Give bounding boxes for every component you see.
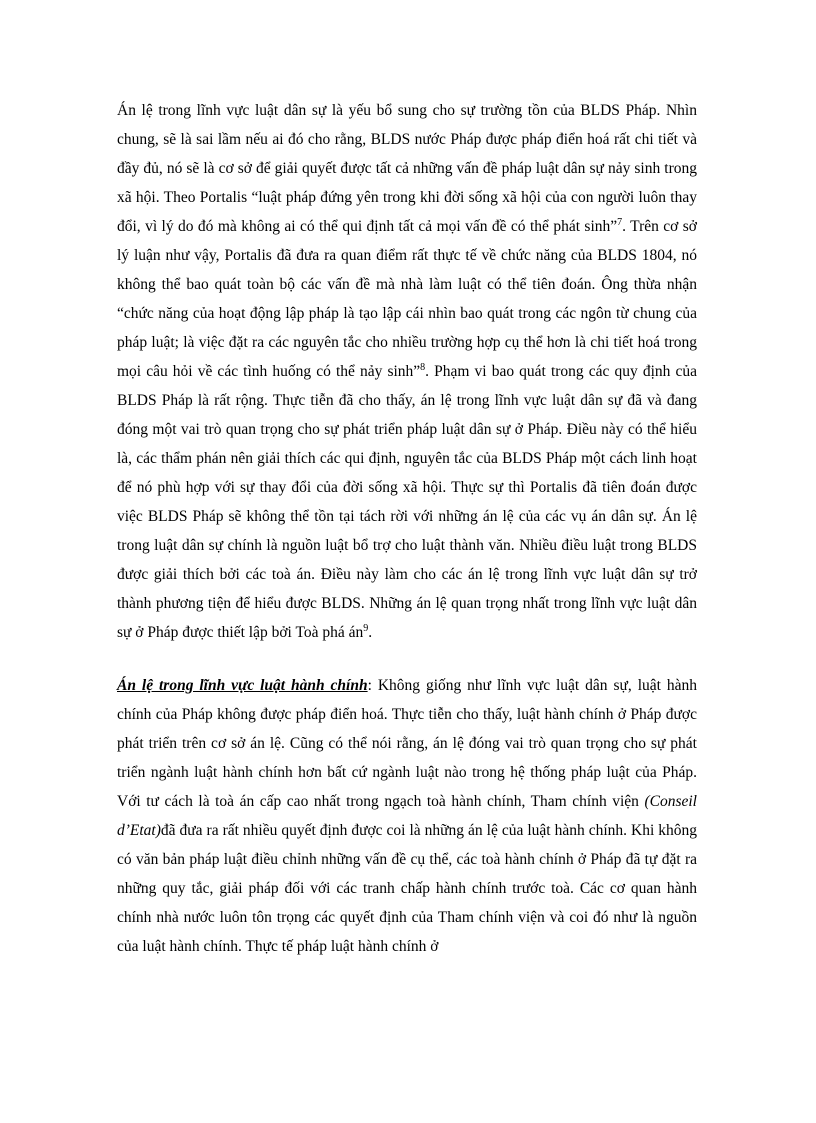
italic-term: (Conseil d’Etat): [117, 793, 697, 839]
paragraph-administrative-law-precedent: [117, 671, 697, 961]
paragraph-text: đã đưa ra rất nhiều quyết định được coi là những án lệ của luật hành chính. Khi không có văn bản pháp luật điều chỉnh những vấn đề cụ thể, các toà hành chính ở Pháp đã tự đặt ra những quy tắc, giải pháp đối với các tranh chấp hành chính trước toà. Các cơ quan hành chính nhà nước luôn tôn trọng các quyết định của Tham chính viện và coi đó như là nguồn của luật hành chính. Thực tế pháp luật hành chính ở: [117, 822, 697, 955]
document-page: [117, 96, 697, 961]
paragraph-text: : Không giống như lĩnh vực luật dân sự, luật hành chính của Pháp không được pháp điển hoá. Thực tiễn cho thấy, luật hành chính ở Pháp được phát triển trên cơ sở án lệ. Cũng có thể nói rằng, án lệ đóng vai trò quan trọng cho sự phát triển ngành luật hành chính hơn bất cứ ngành luật nào trong hệ thống pháp luật của Pháp. Với tư cách là toà án cấp cao nhất trong ngạch toà hành chính, Tham chính viện: [117, 677, 697, 810]
paragraph-text: .: [368, 624, 373, 641]
section-lead-heading: Án lệ trong lĩnh vực luật hành chính: [117, 677, 368, 694]
paragraph-civil-law-precedent: [117, 96, 697, 647]
paragraph-text: Án lệ trong lĩnh vực luật dân sự là yếu bổ sung cho sự trường tồn của BLDS Pháp. Nhìn chung, sẽ là sai lầm nếu ai đó cho rằng, BLDS nước Pháp được pháp điển hoá rất chi tiết và đầy đủ, nó sẽ là cơ sở để giải quyết được tất cả những vấn đề pháp luật dân sự nảy sinh trong xã hội. Theo Portalis “luật pháp đứng yên trong khi đời sống xã hội của con người luôn thay đổi, vì lý do đó mà không ai có thể qui định tất cả mọi vấn đề có thể phát sinh”: [117, 102, 697, 235]
paragraph-text: . Trên cơ sở lý luận như vậy, Portalis đã đưa ra quan điểm rất thực tế về chức năng của BLDS 1804, nó không thể bao quát toàn bộ các vấn đề mà nhà làm luật có thể tiên đoán. Ông thừa nhận “chức năng của hoạt động lập pháp là tạo lập cái nhìn bao quát trong các ngôn từ chung của pháp luật; là việc đặt ra các nguyên tắc cho nhiều trường hợp cụ thể hơn là chi tiết hoá trong mọi câu hỏi về các tình huống có thể nảy sinh”: [117, 218, 697, 380]
paragraph-text: . Phạm vi bao quát trong các quy định của BLDS Pháp là rất rộng. Thực tiễn đã cho thấy, án lệ trong lĩnh vực luật dân sự đã và đang đóng một vai trò quan trọng cho sự phát triển pháp luật dân sự ở Pháp. Điều này có thể hiểu là, các thẩm phán nên giải thích các qui định, nguyên tắc của BLDS Pháp một cách linh hoạt để nó phù hợp với sự thay đổi của đời sống xã hội. Thực sự thì Portalis đã tiên đoán được việc BLDS Pháp sẽ không thể tồn tại tách rời với những án lệ của các vụ án dân sự. Án lệ trong luật dân sự chính là nguồn luật bổ trợ cho luật thành văn. Nhiều điều luật trong BLDS được giải thích bởi các toà án. Điều này làm cho các án lệ trong lĩnh vực luật dân sự trở thành phương tiện để hiểu được BLDS. Những án lệ quan trọng nhất trong lĩnh vực luật dân sự ở Pháp được thiết lập bởi Toà phá án: [117, 363, 697, 641]
footnote-ref-8[interactable]: 8: [420, 361, 426, 373]
footnote-ref-9[interactable]: 9: [363, 622, 369, 634]
footnote-ref-7[interactable]: 7: [617, 216, 623, 228]
